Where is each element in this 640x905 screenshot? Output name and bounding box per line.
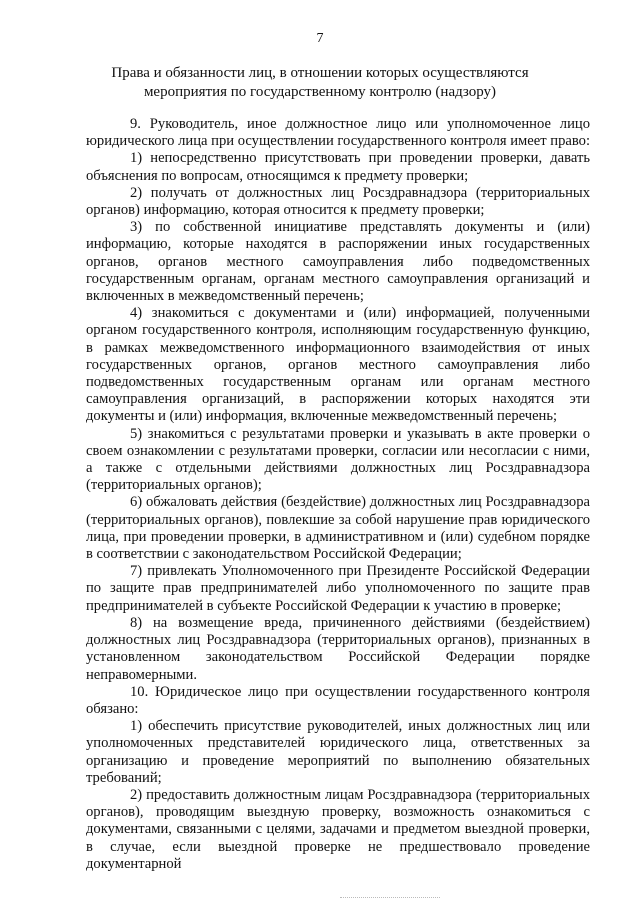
page-number: 7 — [316, 31, 324, 46]
paragraph-10-item-2: 2) предоставить должностным лицам Росздравнадзора (территориальных органов), проводящим выездную проверку, возможность ознакомиться с документами, связанными с целями, задачами и предметом выездной проверки, в случае, если выездной проверке не предшествовало проведение документарной — [86, 786, 590, 872]
paragraph-9-item-7: 7) привлекать Уполномоченного при Президенте Российской Федерации по защите прав предпринимателей либо уполномоченного по защите прав предпринимателей в субъекте Российской Федерации к участию в проверке; — [86, 563, 590, 614]
paragraph-9-item-8: 8) на возмещение вреда, причиненного действиями (бездействием) должностных лиц Росздравнадзора (территориальных органов), признанных в установленном законодательством Российской Федерации порядке неправомерными. — [86, 614, 590, 683]
paragraph-10: 10. Юридическое лицо при осуществлении государственного контроля обязано: — [86, 683, 590, 717]
paragraph-9-item-6: 6) обжаловать действия (бездействие) должностных лиц Росздравнадзора (территориальных органов), повлекшие за собой нарушение прав юридического лица, при проведении проверки, в административном и (или) судебном порядке в соответствии с законодательством Российской Федерации; — [86, 494, 590, 563]
scan-artifact-line — [340, 897, 440, 901]
section-heading — [100, 64, 540, 102]
paragraph-9-item-2: 2) получать от должностных лиц Росздравнадзора (территориальных органов) информацию, которая относится к предмету проверки; — [86, 184, 590, 219]
paragraph-9-item-4: 4) знакомиться с документами и (или) информацией, полученными органом государственного контроля, исполняющим государственную функцию, в рамках межведомственного информационного взаимодействия от иных государственных органов, органов местного самоуправления либо подведомственных государственным органам или органам местного самоуправления организаций, в распоряжении которых находятся эти документы и (или) информация, включенные межведомственный перечень; — [86, 305, 590, 425]
paragraph-9-item-1: 1) непосредственно присутствовать при проведении проверки, давать объяснения по вопросам, относящимся к предмету проверки; — [86, 150, 590, 184]
document-body — [86, 116, 590, 873]
paragraph-10-item-1: 1) обеспечить присутствие руководителей, иных должностных лиц или уполномоченных представителей юридического лица, ответственных за организацию и проведение мероприятий по выполнению обязательных требований; — [86, 718, 590, 786]
paragraph-9-item-5: 5) знакомиться с результатами проверки и указывать в акте проверки о своем ознакомлении с результатами проверки, согласии или несогласии с ними, а также с отдельными действиями должностных лиц Росздравнадзора (территориальных органов); — [86, 425, 590, 494]
paragraph-9: 9. Руководитель, иное должностное лицо или уполномоченное лицо юридического лица при осуществлении государственного контроля имеет право: — [86, 116, 590, 150]
paragraph-9-item-3: 3) по собственной инициативе представлять документы и (или) информацию, которые находятся в распоряжении иных государственных органов, органов местного самоуправления либо подведомственных государственным органам, органам местного самоуправления организаций и включенных в межведомственный перечень; — [86, 219, 590, 305]
section-heading-line-2: мероприятия по государственному контролю (надзору) — [143, 84, 497, 100]
section-heading-line-1: Права и обязанности лиц, в отношении которых осуществляются — [111, 65, 529, 81]
